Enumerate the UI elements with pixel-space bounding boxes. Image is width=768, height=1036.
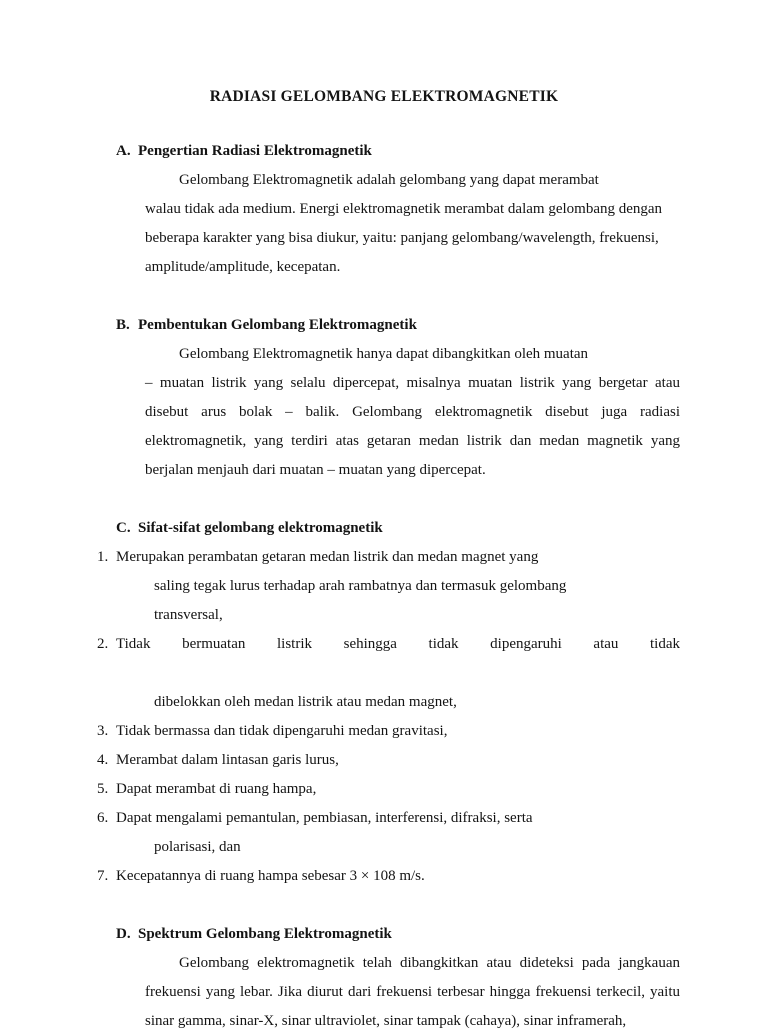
list-item-text: Merambat dalam lintasan garis lurus, (116, 751, 339, 768)
section-d-paragraph (116, 949, 680, 1036)
spacer-a-b (116, 282, 680, 311)
list-item-continuation: saling tegak lurus terhadap arah rambatnya dan termasuk gelombang (154, 577, 567, 594)
section-c-list (97, 543, 680, 891)
section-c-heading-text: Sifat-sifat gelombang elektromagnetik (138, 519, 383, 536)
page-title: RADIASI GELOMBANG ELEKTROMAGNETIK (209, 88, 559, 105)
section-c-heading (116, 514, 680, 543)
list-item-continuation: transversal, (154, 606, 223, 623)
list-item: 5.Dapat merambat di ruang hampa, (97, 780, 317, 797)
list-item: 3.Tidak bermassa dan tidak dipengaruhi medan gravitasi, (97, 722, 448, 739)
list-item-text: Kecepatannya di ruang hampa sebesar 3 × 108 m/s. (116, 867, 425, 884)
section-a-heading-text: Pengertian Radiasi Elektromagnetik (138, 142, 372, 159)
section-c-letter: C. (116, 519, 131, 536)
list-item-continuation: polarisasi, dan (154, 838, 241, 855)
list-item: 4.Merambat dalam lintasan garis lurus, (97, 751, 339, 768)
list-item: 7.Kecepatannya di ruang hampa sebesar 3 × 108 m/s. (97, 867, 425, 884)
spacer-b-c (116, 485, 680, 514)
section-d-letter: D. (116, 925, 131, 942)
section-a-paragraph-first-line (116, 166, 680, 195)
section-a-paragraph-line1-text: Gelombang Elektromagnetik adalah gelombang yang dapat merambat (179, 171, 599, 188)
section-b-heading (116, 311, 680, 340)
section-c (97, 514, 680, 891)
section-b-heading-text: Pembentukan Gelombang Elektromagnetik (138, 316, 417, 333)
section-b-letter: B. (116, 316, 130, 333)
section-d-heading-text: Spektrum Gelombang Elektromagnetik (138, 925, 392, 942)
section-a-letter: A. (116, 142, 131, 159)
list-item: 6.Dapat mengalami pemantulan, pembiasan, interferensi, difraksi, serta polarisasi, dan (116, 804, 680, 862)
list-item-text: Merupakan perambatan getaran medan listrik dan medan magnet yang (116, 548, 539, 565)
list-item-text: Dapat merambat di ruang hampa, (116, 780, 317, 797)
section-d-heading (116, 920, 680, 949)
list-item-continuation: dibelokkan oleh medan listrik atau medan magnet, (154, 693, 457, 710)
list-item: 1.Merupakan perambatan getaran medan listrik dan medan magnet yang saling tegak lurus terhadap arah rambatnya dan termasuk gelombang transversal, (116, 543, 680, 630)
list-item (97, 630, 680, 717)
section-a-heading (116, 137, 680, 166)
spacer-c-d (116, 891, 680, 920)
section-b-paragraph-first-line (116, 340, 680, 369)
section-a (116, 137, 680, 282)
section-b-paragraph-line1-text: Gelombang Elektromagnetik hanya dapat dibangkitkan oleh muatan (179, 345, 589, 362)
section-a-paragraph-body: walau tidak ada medium. Energi elektromagnetik merambat dalam gelombang dengan beberapa karakter yang bisa diukur, yaitu: panjang gelombang/wavelength, frekuensi, amplitude/amplitude, kecepatan. (145, 200, 663, 275)
list-item-text: 2. Tidak bermuatan listrik sehingga tidak dipengaruhi atau tidak (97, 635, 680, 652)
list-item-text: Dapat mengalami pemantulan, pembiasan, interferensi, difraksi, serta (116, 809, 533, 826)
section-b (116, 311, 680, 485)
section-b-paragraph-body: – muatan listrik yang selalu dipercepat, misalnya muatan listrik yang bergetar atau disebut arus bolak – balik. Gelombang elektromagnetik disebut juga radiasi elektromagnetik, yang terdiri atas getaran medan listrik dan medan magnetik yang berjalan menjauh dari muatan – muatan yang dipercepat. (145, 374, 680, 478)
section-d-paragraph-text: Gelombang elektromagnetik telah dibangkitkan atau dideteksi pada jangkauan frekuensi yang lebar. Jika diurut dari frekuensi terbesar hingga frekuensi terkecil, yaitu sinar gamma, sinar-X, sinar ultraviolet, sinar tampak (cahaya), sinar inframerah, (145, 954, 680, 1029)
list-item-text: Tidak bermassa dan tidak dipengaruhi medan gravitasi, (116, 722, 448, 739)
section-d (116, 920, 680, 1036)
